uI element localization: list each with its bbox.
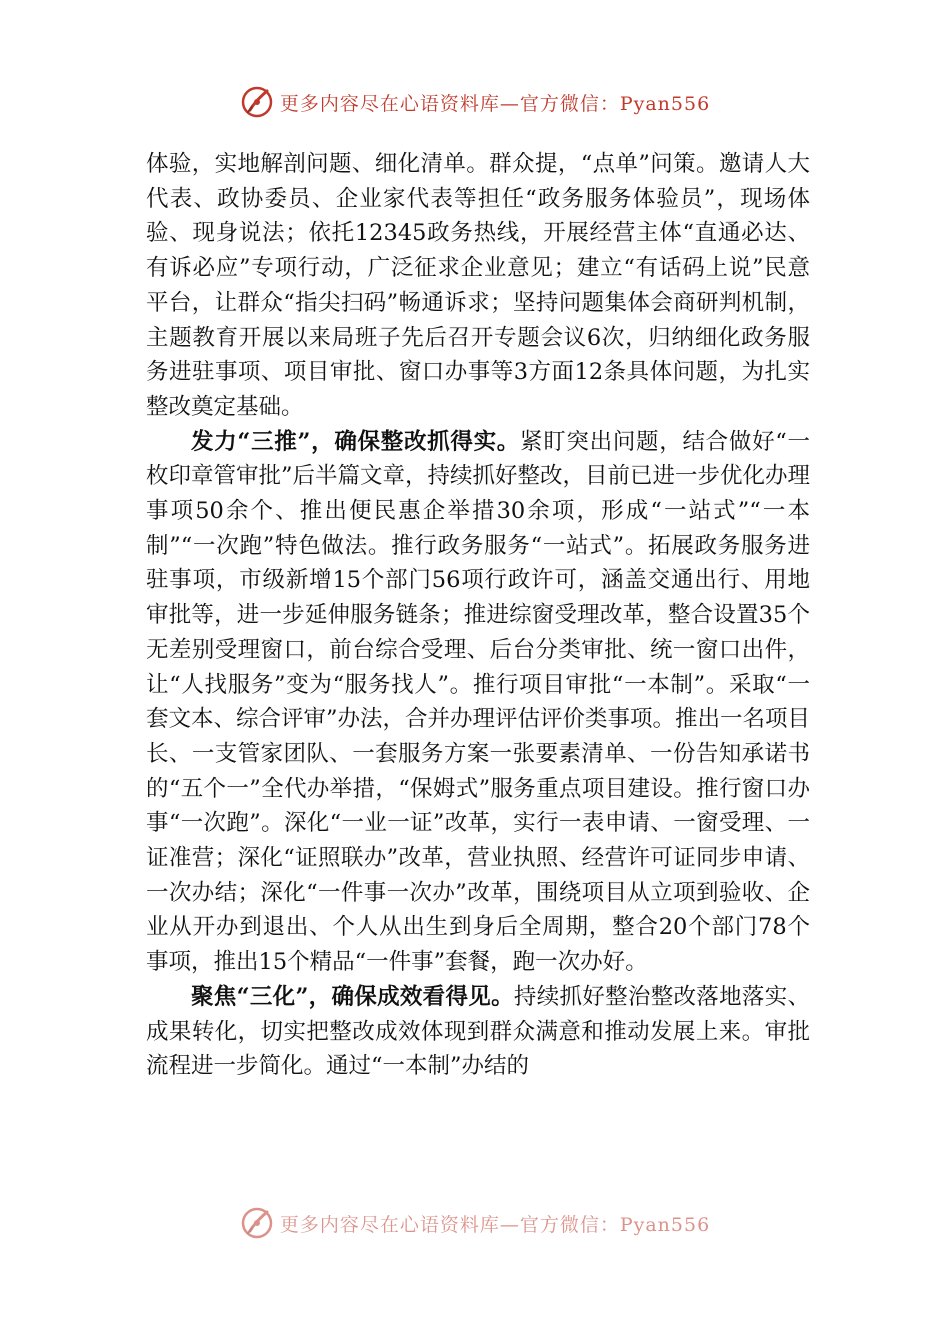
paragraph-3-heading: 聚焦“三化”，确保成效看得见。	[191, 983, 514, 1010]
header-watermark-text: 更多内容尽在心语资料库—官方微信：Pyan556	[279, 92, 711, 115]
paragraph-2-text: 紧盯突出问题，结合做好“一枚印章管审批”后半篇文章，持续抓好整改，目前已进一步优化办理事项50余个、推出便民惠企举措30余项，形成“一站式”“一本制”“一次跑”特色做法。推行政务服务“一站式”。拓展政务服务进驻事项，市级新增15个部门56项行政许可，涵盖交通出行、用地审批等，进一步延伸服务链条；推进综窗受理改革，整合设置35个无差别受理窗口，前台综合受理、后台分类审批、统一窗口出件，让“人找服务”变为“服务找人”。推行项目审批“一本制”。采取“一套文本、综合评审”办法，合并办理评估评价类事项。推出一名项目长、一支管家团队、一套服务方案一张要素清单、一份告知承诺书的“五个一”全代办举措，“保姆式”服务重点项目建设。推行窗口办事“一次跑”。深化“一业一证”改革，实行一表申请、一窗受理、一证准营；深化“证照联办”改革，营业执照、经营许可证同步申请、一次办结；深化“一件事一次办”改革，围绕项目从立项到验收、企业从开办到退出、个人从出生到身后全周期，整合20个部门78个事项，推出15个精品“一件事”套餐，跑一次办好。	[146, 428, 811, 976]
footer-watermark-text: 更多内容尽在心语资料库—官方微信：Pyan556	[279, 1213, 711, 1236]
paragraph-3	[146, 980, 810, 1084]
pen-logo-icon	[240, 1206, 274, 1240]
paragraph-3-text: 持续抓好整治整改落地落实、成果转化，切实把整改成效体现到群众满意和推动发展上来。审批流程进一步简化。通过“一本制”办结的	[146, 983, 810, 1080]
paragraph-2-heading: 发力“三推”，确保整改抓得实。	[191, 428, 520, 455]
document-body	[146, 147, 810, 1084]
header-watermark	[0, 84, 950, 120]
paragraph-1-text: 体验，实地解剖问题、细化清单。群众提，“点单”问策。邀请人大代表、政协委员、企业家代表等担任“政务服务体验员”，现场体验、现身说法；依托12345政务热线，开展经营主体“直通必达、有诉必应”专项行动，广泛征求企业意见；建立“有话码上说”民意平台，让群众“指尖扫码”畅通诉求；坚持问题集体会商研判机制，主题教育开展以来局班子先后召开专题会议6次，归纳细化政务服务进驻事项、项目审批、窗口办事等3方面12条具体问题，为扎实整改奠定基础。	[146, 151, 810, 420]
pen-logo-icon	[240, 85, 274, 119]
paragraph-1	[146, 147, 810, 425]
footer-watermark	[0, 1205, 950, 1241]
paragraph-2	[146, 425, 810, 980]
